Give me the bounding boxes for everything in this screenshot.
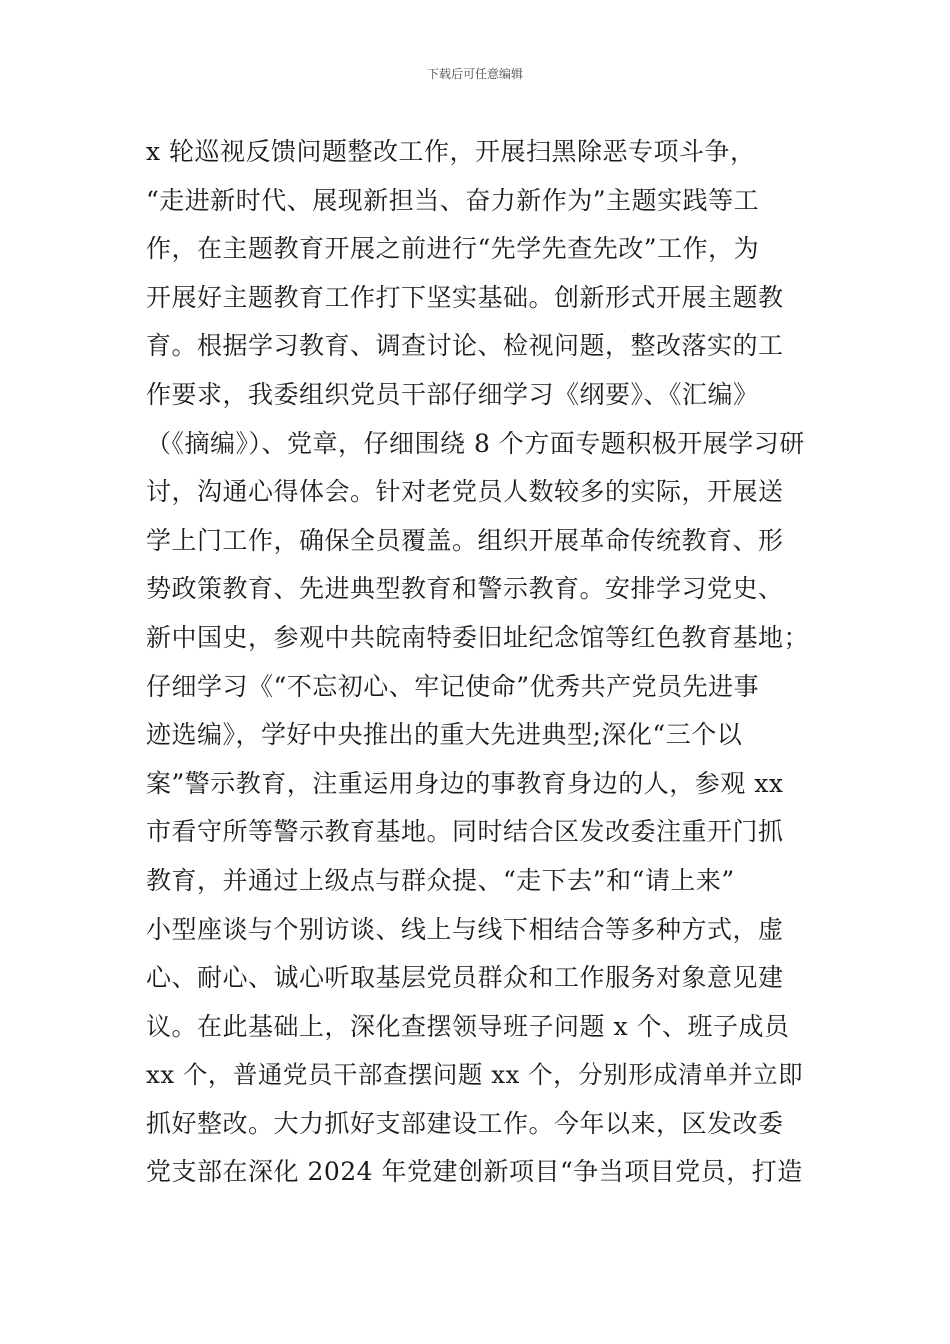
page-header: 下载后可任意编辑 <box>426 67 523 81</box>
text-line: 作要求，我委组织党员干部仔细学习《纲要》、《汇编》 <box>146 379 759 409</box>
text-line: 育。根据学习教育、调查讨论、检视问题，整改落实的工 <box>146 331 784 361</box>
text-line: 学上门工作，确保全员覆盖。组织开展革命传统教育、形 <box>146 525 784 555</box>
text-line: 势政策教育、先进典型教育和警示教育。安排学习党史、 <box>146 574 784 604</box>
text-line: x 轮巡视反馈问题整改工作，开展扫黑除恶专项斗争， <box>146 137 756 166</box>
text-line: 迹选编》，学好中央推出的重大先进典型;深化“三个以 <box>146 720 743 750</box>
text-line: 议。在此基础上，深化查摆领导班子问题 x 个、班子成员 <box>146 1011 790 1041</box>
text-line: “走进新时代、展现新担当、奋力新作为”主题实践等工 <box>146 185 760 215</box>
text-line: 小型座谈与个别访谈、线上与线下相结合等多种方式，虚 <box>146 914 784 944</box>
text-line: 案”警示教育，注重运用身边的事教育身边的人，参观 xx <box>146 768 784 798</box>
text-line: 教育，并通过上级点与群众提、“走下去”和“请上来” <box>146 865 735 895</box>
text-line: 市看守所等警示教育基地。同时结合区发改委注重开门抓 <box>146 817 784 847</box>
text-line: 讨，沟通心得体会。针对老党员人数较多的实际，开展送 <box>146 477 784 507</box>
text-line: 党支部在深化 2024 年党建创新项目“争当项目党员，打造 <box>146 1157 803 1187</box>
text-line: xx 个，普通党员干部查摆问题 xx 个，分别形成清单并立即 <box>146 1060 804 1090</box>
text-line: 心、耐心、诚心听取基层党员群众和工作服务对象意见建 <box>146 963 784 993</box>
text-line: 抓好整改。大力抓好支部建设工作。今年以来，区发改委 <box>146 1108 784 1138</box>
text-line: 仔细学习《“不忘初心、牢记使命”优秀共产党员先进事 <box>146 671 760 701</box>
text-line: 作，在主题教育开展之前进行“先学先查先改”工作，为 <box>146 234 760 264</box>
text-line: 开展好主题教育工作打下坚实基础。创新形式开展主题教 <box>146 282 784 312</box>
text-line: （《摘编》）、党章，仔细围绕 8 个方面专题积极开展学习研 <box>146 428 805 458</box>
text-line: 新中国史，参观中共皖南特委旧址纪念馆等红色教育基地； <box>146 622 810 652</box>
body-paragraph <box>146 128 810 1197</box>
